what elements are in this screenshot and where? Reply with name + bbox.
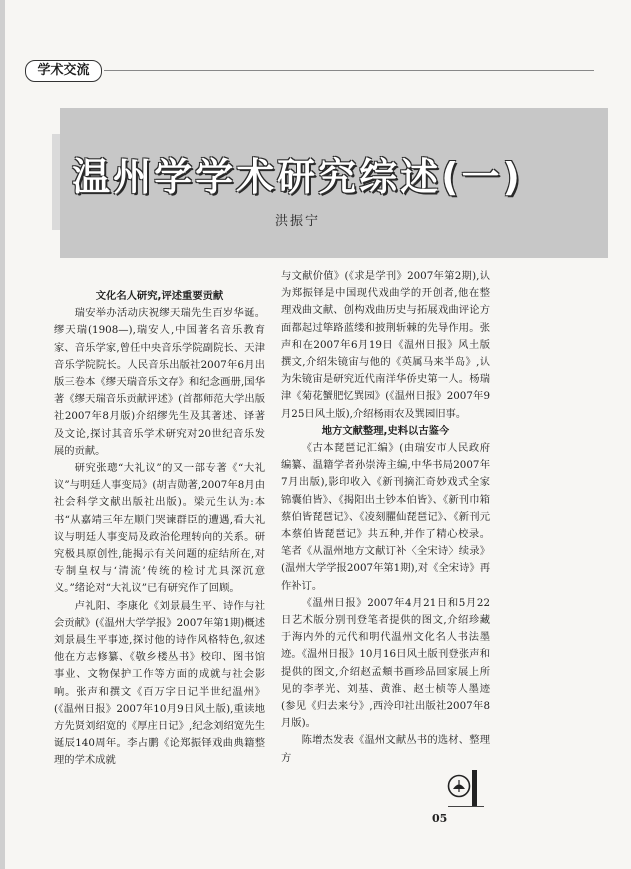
paragraph: 《古本琵琶记汇编》(由瑞安市人民政府编纂、温籍学者孙崇涛主编,中华书局2007年7月出版),影印收入《新刊摘汇奇妙戏式全家锦囊伯皆》、《揭阳出土钞本伯皆》、《新刊巾箱蔡伯皆琵琶记》、《凌刻臞仙琵琶记》、《新刊元本蔡伯皆琵琶记》共五种,并作了精心校录。笔者《从温州地方文献订补〈全宋诗〉续录》(温州大学学报2007年第1期),对《全宋诗》再作补订。 [281,442,490,592]
paragraph: 瑞安举办活动庆祝缪天瑞先生百岁华诞。缪天瑞(1908—),瑞安人,中国著名音乐教育家、音乐学家,曾任中央音乐学院副院长、天津音乐学院院长。人民音乐出版社2007年6月出版三卷本《缪天瑞音乐文存》和纪念画册,国华著《缪天瑞音乐贡献评述》(首都师范大学出版社2007年8月版)介绍缪先生及其著述、译著及文论,探讨其音乐学术研究对20世纪音乐发展的贡献。 [54,307,265,457]
section-heading-1: 文化名人研究,评述重要贡献 [95,290,224,302]
paragraph: 陈增杰发表《温州文献丛书的选材、整理方 [281,734,490,764]
logo-bar [472,770,477,807]
left-column [54,288,265,770]
header-rule [104,70,594,71]
right-column [281,268,490,767]
section-heading-2: 地方文献整理,史料以古鉴今 [321,424,450,437]
paragraph: 《温州日报》2007年4月21日和5月22日艺术版分别刊登笔者提供的图文,介绍珍藏于海内外的元代和明代温州文化名人书法墨迹。《温州日报》10月16日风土版刊登张声和提供的图文,介绍赵孟頫书画珍品回家展上所见的李孝光、刘基、黄淮、赵士桢等人墨迹(参见《归去来兮》,西泠印社出版社2007年8月版)。 [281,596,490,730]
journal-logo-icon [447,774,471,798]
footer-rule [448,806,484,807]
page-edge [0,0,5,869]
paragraph: 研究张璁“大礼议”的又一部专著《“大礼议”与明廷人事变局》(胡吉勋著,2007年8月由社会科学文献出版社出版)。梁元生认为:本书“从嘉靖三年左顺门哭谏群臣的遭遇,看大礼议与明廷人事变局及政治伦理转向的关系。研究极具原创性,能揭示有关问题的症结所在,对专制皇权与‘清流’传统的检讨尤具深沉意义。”绪论对“大礼议”已有研究作了回顾。 [54,462,265,595]
article-title: 温州学学术研究综述(一) [72,155,523,199]
paragraph: 卢礼阳、李康化《刘景晨生平、诗作与社会贡献》(《温州大学学报》2007年第1期)概述刘景晨生平事迹,探讨他的诗作风格特色,叙述他在方志修纂、《敬乡楼丛书》校印、图书馆事业、文物保护工作等方面的成就与社会影响。张声和撰文《百万字日记半世纪温州》(《温州日报》2007年10月9日风土版),重读地方先贤刘绍宽的《厚庄日记》,纪念刘绍宽先生诞辰140周年。李占鹏《论郑振铎戏曲典籍整理的学术成就 [54,599,265,767]
paragraph-continued: 与文献价值》(《求是学刊》2007年第2期),认为郑振铎是中国现代戏曲学的开创者,他在整理戏曲文献、创构戏曲历史与拓展戏曲评论方面都起过筚路蓝缕和披荆斩棘的先导作用。张声和在2007年6月19日《温州日报》风土版撰文,介绍朱镜宙与他的《英属马来半岛》,认为朱镜宙是研究近代南洋华侨史第一人。杨瑞津《菊花蟹肥忆巽园》(《温州日报》2007年9月25日风土版),介绍杨雨农及巽园旧事。 [281,270,490,420]
author-name: 洪振宁 [274,214,320,229]
page-number: 05 [432,812,448,825]
title-banner [60,108,608,258]
section-tag: 学术交流 [25,60,102,82]
